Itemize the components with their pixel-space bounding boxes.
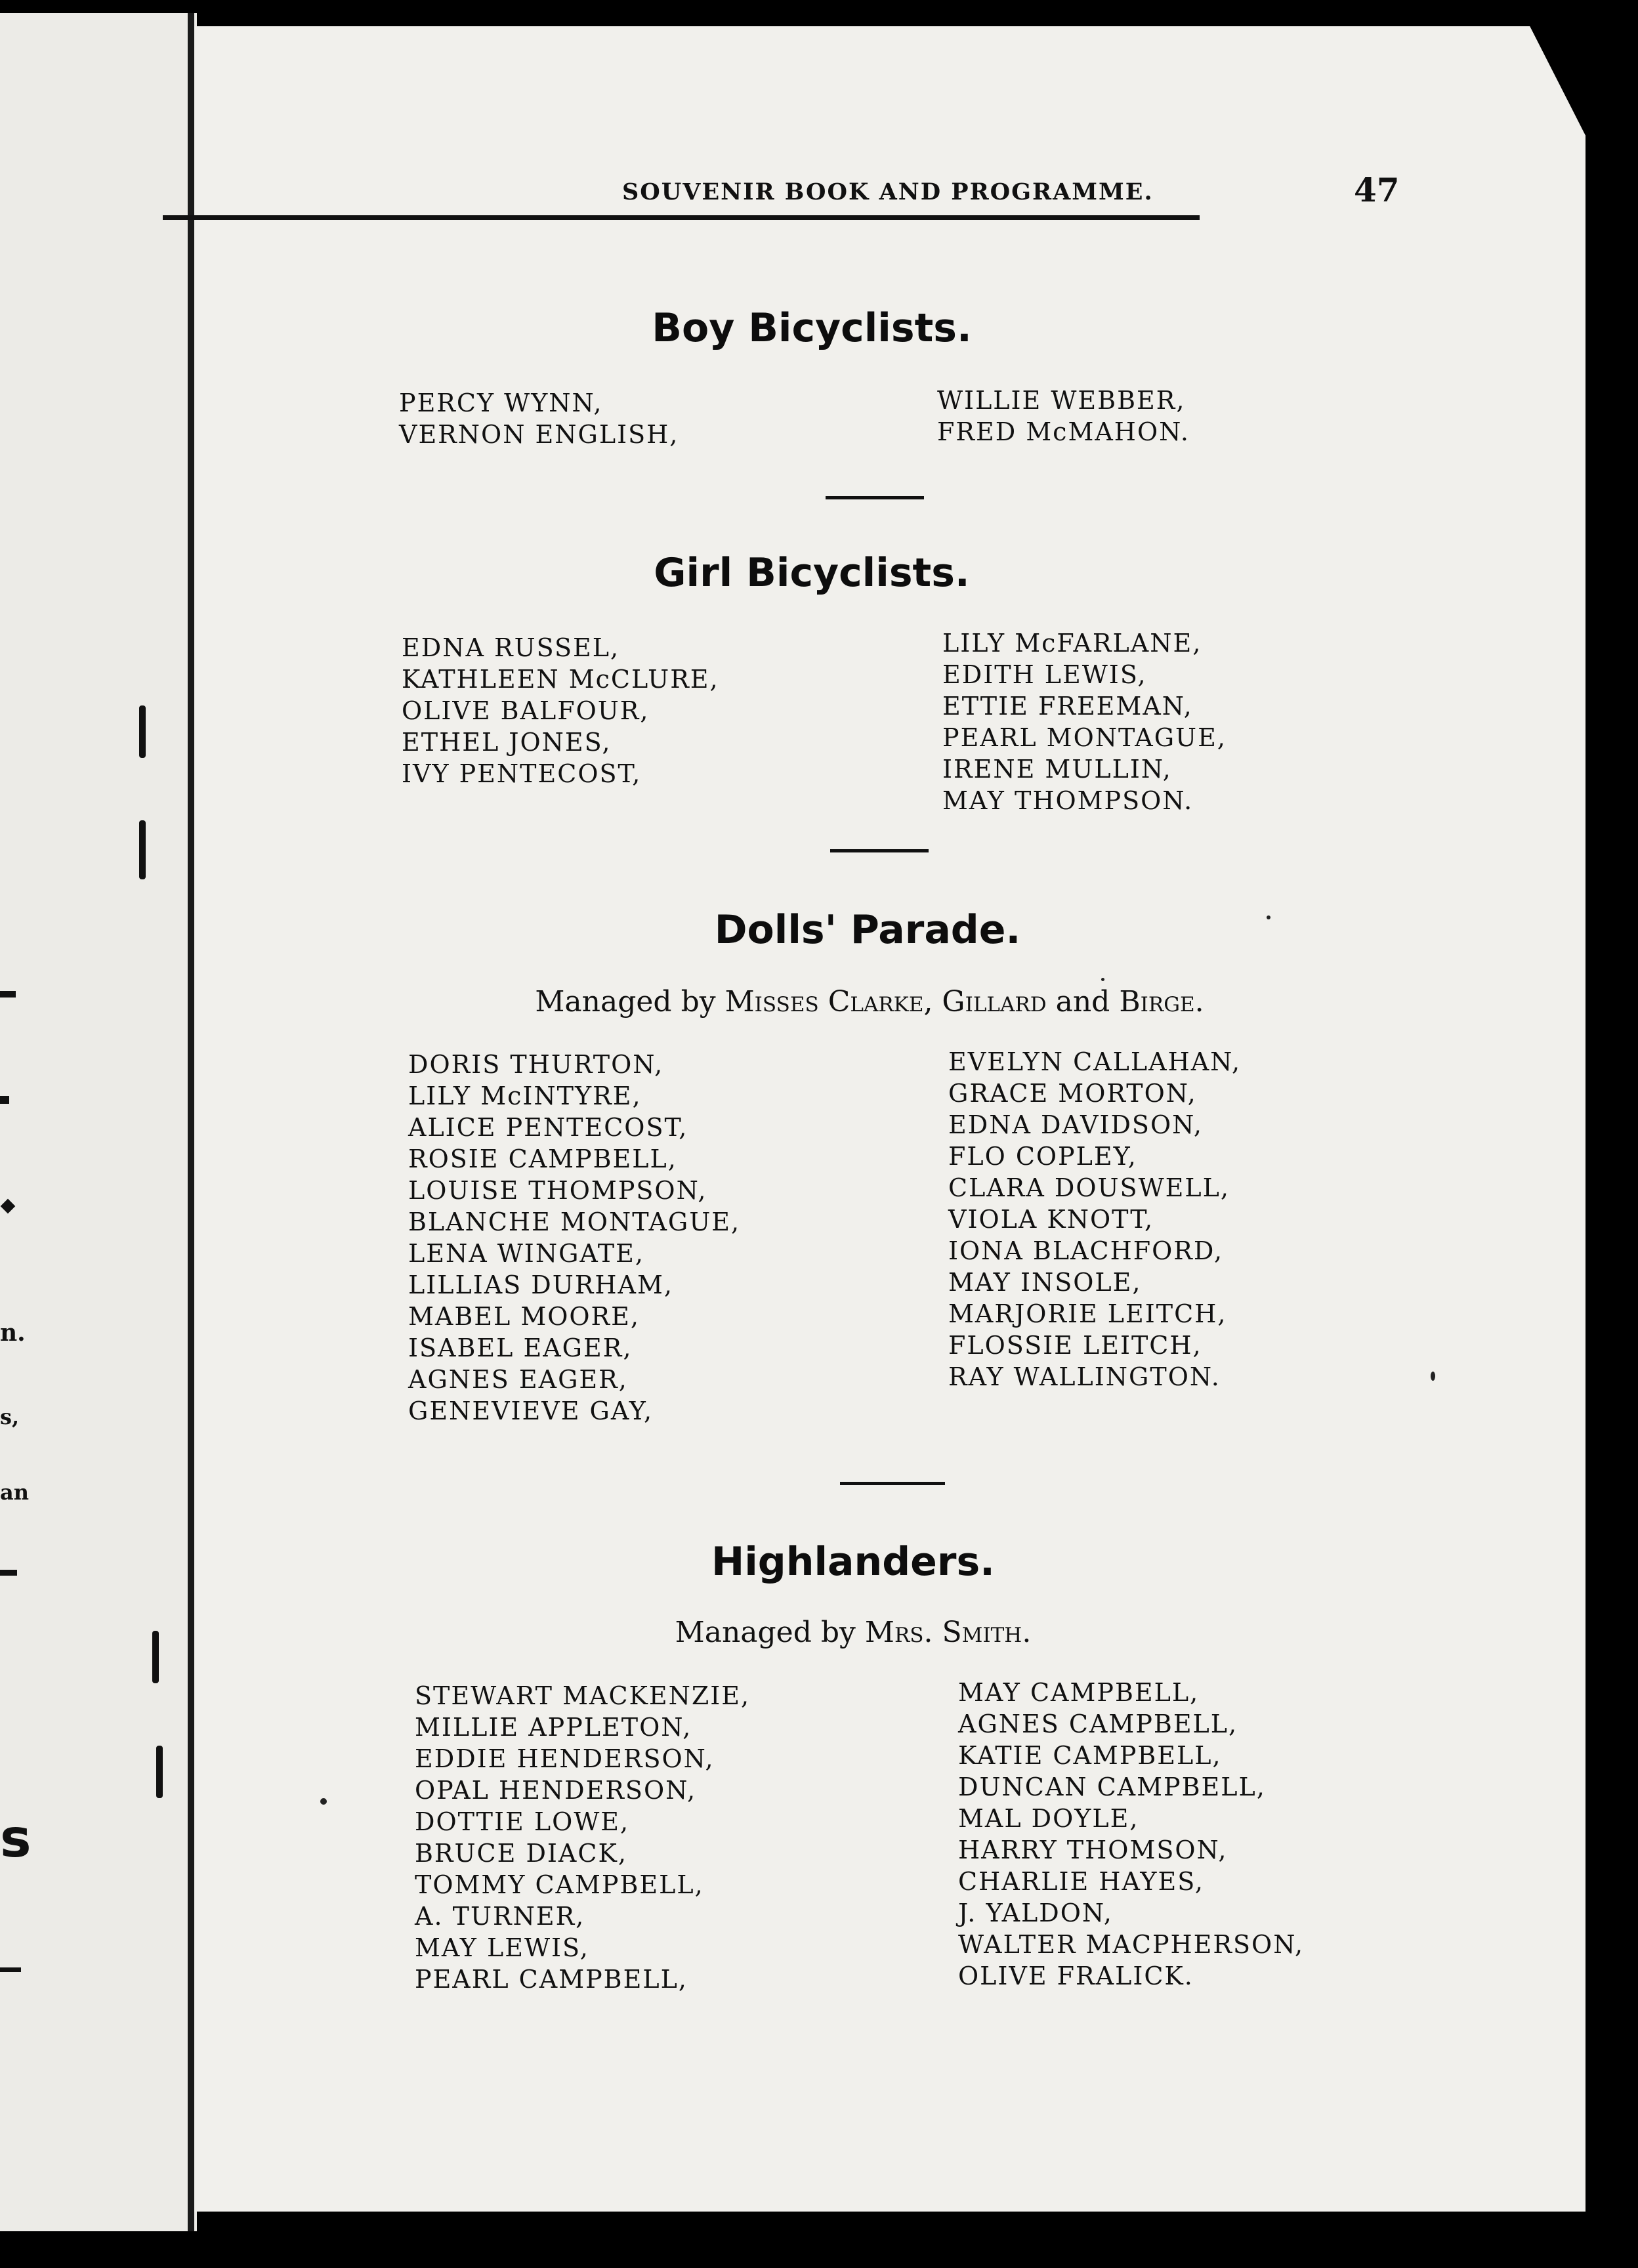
list-item: LILLIAS DURHAM, <box>408 1270 673 1299</box>
list-item: EDNA RUSSEL, <box>402 633 620 662</box>
list-item: VIOLA KNOTT, <box>948 1205 1154 1234</box>
book-gutter <box>188 13 194 2231</box>
page-number: 47 <box>1354 171 1400 209</box>
binding-stitch <box>139 705 146 758</box>
print-speck <box>1267 915 1270 919</box>
list-item: EDNA DAVIDSON, <box>948 1110 1203 1139</box>
boy-bicyclists-right-column <box>937 385 1190 448</box>
list-item: EVELYN CALLAHAN, <box>948 1047 1242 1076</box>
girl-bicyclists-right-column <box>942 627 1227 816</box>
previous-page-edge <box>0 13 197 2231</box>
list-item: VERNON ENGLISH, <box>399 420 679 449</box>
list-item: EDITH LEWIS, <box>942 660 1147 689</box>
highlanders-managers <box>394 1616 1312 1649</box>
list-item: J. YALDON, <box>958 1899 1113 1927</box>
previous-page-fragment: s, <box>0 1404 20 1429</box>
list-item: HARRY THOMSON, <box>958 1836 1228 1864</box>
diamond-mark <box>1 1199 16 1214</box>
managers-names: Mrs. Smith. <box>864 1616 1032 1649</box>
list-item: RAY WALLINGTON. <box>948 1362 1221 1391</box>
list-item: MABEL MOORE, <box>408 1302 640 1331</box>
bullet-mark <box>0 1967 21 1972</box>
list-item: DORIS THURTON, <box>408 1050 664 1079</box>
dolls-parade-left-column <box>408 1049 740 1427</box>
print-speck <box>1101 978 1104 981</box>
list-item: OPAL HENDERSON, <box>415 1776 697 1805</box>
list-item: DUNCAN CAMPBELL, <box>958 1773 1266 1801</box>
dolls-parade-managers <box>410 985 1329 1018</box>
list-item: MILLIE APPLETON, <box>415 1713 692 1742</box>
list-item: LILY McINTYRE, <box>408 1082 642 1110</box>
managers-last-name: Birge. <box>1119 985 1204 1018</box>
list-item: BRUCE DIACK, <box>415 1839 627 1868</box>
list-item: WALTER MACPHERSON, <box>958 1930 1305 1959</box>
list-item: AGNES CAMPBELL, <box>958 1710 1238 1738</box>
list-item: GENEVIEVE GAY, <box>408 1396 654 1425</box>
list-item: A. TURNER, <box>415 1902 585 1931</box>
list-item: TOMMY CAMPBELL, <box>415 1870 704 1899</box>
list-item: MAL DOYLE, <box>958 1804 1139 1833</box>
highlanders-right-column <box>958 1677 1304 1992</box>
section-divider <box>840 1482 945 1485</box>
list-item: LOUISE THOMPSON, <box>408 1176 707 1205</box>
managers-names: Misses Clarke, Gillard <box>724 985 1047 1018</box>
previous-page-fragment: n. <box>0 1319 26 1347</box>
list-item: GRACE MORTON, <box>948 1079 1197 1108</box>
list-item: PERCY WYNN, <box>399 388 603 417</box>
section-divider <box>826 496 924 499</box>
bullet-mark <box>0 1096 9 1104</box>
section-title-boy-bicyclists: Boy Bicyclists. <box>652 305 972 351</box>
list-item: CLARA DOUSWELL, <box>948 1173 1230 1202</box>
list-item: IRENE MULLIN, <box>942 755 1172 784</box>
girl-bicyclists-left-column <box>402 632 719 789</box>
print-speck <box>320 1798 327 1805</box>
page-47 <box>194 26 1586 2212</box>
boy-bicyclists-left-column <box>399 387 679 450</box>
list-item: KATHLEEN McCLURE, <box>402 665 719 694</box>
list-item: ETHEL JONES, <box>402 728 612 757</box>
list-item: MAY LEWIS, <box>415 1933 589 1962</box>
section-title-highlanders: Highlanders. <box>711 1539 995 1585</box>
list-item: KATIE CAMPBELL, <box>958 1741 1222 1770</box>
print-speck <box>1431 1372 1435 1381</box>
previous-page-fragment: an <box>0 1480 29 1505</box>
list-item: MARJORIE LEITCH, <box>948 1299 1227 1328</box>
bullet-mark <box>0 991 16 998</box>
list-item: ISABEL EAGER, <box>408 1334 633 1362</box>
list-item: PEARL MONTAGUE, <box>942 723 1227 752</box>
section-divider <box>830 849 929 852</box>
bullet-mark <box>0 1570 17 1576</box>
list-item: FLOSSIE LEITCH, <box>948 1331 1202 1360</box>
list-item: IONA BLACHFORD, <box>948 1236 1224 1265</box>
binding-stitch <box>139 820 146 879</box>
highlanders-left-column <box>415 1680 750 1995</box>
list-item: MAY CAMPBELL, <box>958 1678 1200 1707</box>
binding-stitch <box>152 1631 159 1683</box>
list-item: PEARL CAMPBELL, <box>415 1965 688 1994</box>
managed-by-label: Managed by <box>535 985 725 1018</box>
list-item: MAY THOMPSON. <box>942 786 1194 815</box>
section-title-dolls-parade: Dolls' Parade. <box>714 907 1021 953</box>
list-item: EDDIE HENDERSON, <box>415 1744 715 1773</box>
running-head <box>163 152 1400 226</box>
previous-page-fragment: s <box>0 1808 32 1869</box>
list-item: MAY INSOLE, <box>948 1268 1142 1297</box>
list-item: FLO COPLEY, <box>948 1142 1137 1171</box>
list-item: BLANCHE MONTAGUE, <box>408 1208 741 1236</box>
managers-conjunction: and <box>1046 985 1120 1018</box>
list-item: OLIVE FRALICK. <box>958 1962 1194 1990</box>
section-title-girl-bicyclists: Girl Bicyclists. <box>654 550 970 596</box>
header-rule <box>163 215 1200 220</box>
binding-stitch <box>156 1746 163 1798</box>
list-item: LILY McFARLANE, <box>942 629 1202 658</box>
list-item: DOTTIE LOWE, <box>415 1807 630 1836</box>
managed-by-label: Managed by <box>675 1616 865 1649</box>
list-item: STEWART MACKENZIE, <box>415 1681 751 1710</box>
list-item: ETTIE FREEMAN, <box>942 692 1193 721</box>
list-item: OLIVE BALFOUR, <box>402 696 650 725</box>
list-item: ALICE PENTECOST, <box>408 1113 688 1142</box>
list-item: FRED McMAHON. <box>937 417 1190 446</box>
list-item: IVY PENTECOST, <box>402 759 642 788</box>
list-item: CHARLIE HAYES, <box>958 1867 1204 1896</box>
list-item: LENA WINGATE, <box>408 1239 644 1268</box>
list-item: WILLIE WEBBER, <box>937 386 1186 415</box>
list-item: ROSIE CAMPBELL, <box>408 1144 677 1173</box>
dolls-parade-right-column <box>948 1046 1241 1393</box>
list-item: AGNES EAGER, <box>408 1365 628 1394</box>
running-title: SOUVENIR BOOK AND PROGRAMME. <box>622 178 1154 205</box>
